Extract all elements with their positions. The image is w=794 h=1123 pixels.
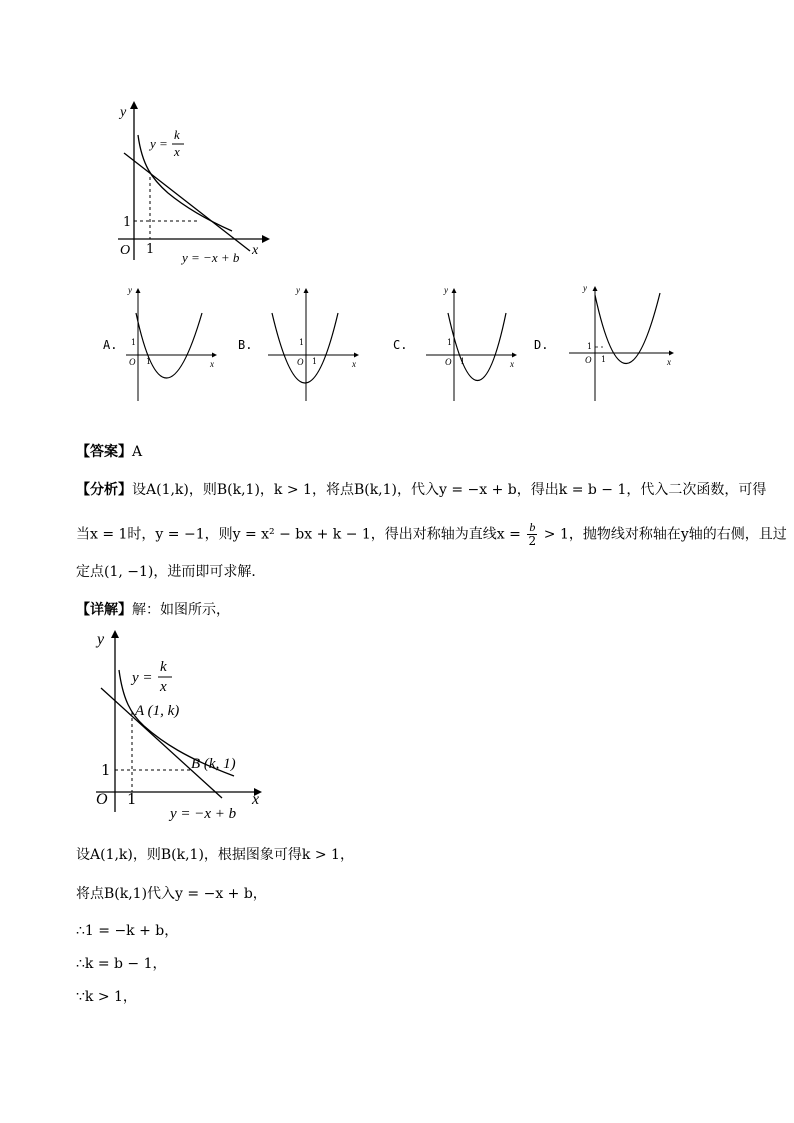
tick-x-1: 1 xyxy=(127,790,137,808)
y-axis-label: y xyxy=(120,105,127,120)
fraction-b-over-2 xyxy=(527,521,537,548)
option-a-graph xyxy=(122,283,222,403)
fraction-numerator: b xyxy=(529,520,536,534)
tick-x-1: 1 xyxy=(312,357,318,366)
top-figure xyxy=(110,95,280,270)
x-axis-label: x xyxy=(252,243,259,258)
analysis-line-3 xyxy=(76,562,265,582)
option-c-graph xyxy=(422,283,522,403)
parabola xyxy=(136,313,202,378)
tick-x-1: 1 xyxy=(146,242,155,257)
curve-eq-prefix: y = xyxy=(150,136,168,151)
tick-x-1: 1 xyxy=(460,357,466,366)
analysis-text-2b: > 1，抛物线对称轴在y轴的右侧，且过 xyxy=(543,526,787,543)
origin: O xyxy=(129,357,136,367)
tick-x-1: 1 xyxy=(601,355,607,364)
y-label: y xyxy=(296,285,300,295)
x-axis-arrow xyxy=(262,235,270,243)
answer-line xyxy=(76,442,142,462)
origin: O xyxy=(585,355,592,365)
option-b-graph xyxy=(264,283,364,403)
line-y-neg-x-plus-b xyxy=(124,153,250,251)
x-label: x xyxy=(667,357,671,367)
detail-line-4: ∴k = b − 1， xyxy=(76,956,167,972)
detail-line-2: 将点B(k,1)代入y = −x + b， xyxy=(76,886,267,902)
detail-line-1: 设A(1,k)，则B(k,1)，根据图象可得k > 1， xyxy=(76,847,354,863)
curve-eq-denominator: x xyxy=(174,144,180,159)
y-axis-label: y xyxy=(97,631,105,648)
tick-y-1: 1 xyxy=(299,338,305,347)
y-axis-arrow xyxy=(593,286,598,291)
y-axis-arrow xyxy=(111,630,119,638)
option-d-label: D. xyxy=(534,338,549,352)
origin-label: O xyxy=(96,791,108,808)
curve-eq-denominator: x xyxy=(160,679,167,695)
x-label: x xyxy=(352,359,356,369)
option-b-label: B. xyxy=(238,338,253,352)
x-axis-label: x xyxy=(252,791,260,808)
y-axis-arrow xyxy=(130,101,138,109)
tick-y-1: 1 xyxy=(447,338,453,347)
parabola xyxy=(272,313,338,383)
analysis-line-1 xyxy=(76,480,766,500)
analysis-text-1: 设A(1,k)，则B(k,1)，k > 1，将点B(k,1)，代入y = −x + b，得出k = b − 1，代入二次函数，可得 xyxy=(132,482,767,498)
x-axis-arrow xyxy=(512,353,517,358)
y-axis-arrow xyxy=(136,288,141,293)
y-label: y xyxy=(583,283,587,293)
line-equation-label: y = −x + b xyxy=(170,806,237,822)
curve-eq-numerator: k xyxy=(160,659,167,675)
curve-eq-prefix: y = xyxy=(132,670,153,686)
analysis-text-3: 定点(1, −1)，进而即可求解． xyxy=(76,564,266,580)
x-label: x xyxy=(510,359,514,369)
detail-figure xyxy=(86,622,276,822)
tick-x-1: 1 xyxy=(146,357,152,366)
answer-value: A xyxy=(132,444,143,460)
option-d-graph xyxy=(565,283,680,403)
fraction-denominator: 2 xyxy=(528,534,537,548)
option-a-label: A. xyxy=(103,338,118,352)
analysis-tag: 【分析】 xyxy=(76,482,132,498)
y-axis-arrow xyxy=(304,288,309,293)
detail-tag: 【详解】 xyxy=(76,602,132,618)
x-axis-arrow xyxy=(354,353,359,358)
origin: O xyxy=(297,357,304,367)
y-label: y xyxy=(128,285,132,295)
tick-y-1: 1 xyxy=(587,342,593,351)
analysis-text-2a: 当x = 1时，y = −1，则y = x² − bx + k − 1，得出对称轴为直线x = xyxy=(76,526,521,543)
tick-y-1: 1 xyxy=(101,761,111,779)
parabola xyxy=(448,313,506,381)
x-label: x xyxy=(210,359,214,369)
detail-intro: 解：如图所示， xyxy=(132,602,230,618)
detail-line-5: ∵k > 1， xyxy=(76,989,137,1005)
origin: O xyxy=(445,357,452,367)
analysis-line-2 xyxy=(76,521,787,548)
detail-line-3: ∴1 = −k + b， xyxy=(76,923,179,939)
detail-heading xyxy=(76,600,230,620)
curve-eq-numerator: k xyxy=(174,127,180,142)
origin-label: O xyxy=(120,243,131,258)
answer-tag: 【答案】 xyxy=(76,444,132,460)
point-a-label: A (1, k) xyxy=(135,703,180,719)
x-axis-arrow xyxy=(669,351,674,356)
option-c-label: C. xyxy=(393,338,408,352)
y-label: y xyxy=(444,285,448,295)
tick-y-1: 1 xyxy=(123,215,132,230)
line-equation-label: y = −x + b xyxy=(182,250,240,265)
point-b-label: B (k, 1) xyxy=(191,756,236,772)
tick-y-1: 1 xyxy=(131,338,137,347)
x-axis-arrow xyxy=(212,353,217,358)
y-axis-arrow xyxy=(452,288,457,293)
